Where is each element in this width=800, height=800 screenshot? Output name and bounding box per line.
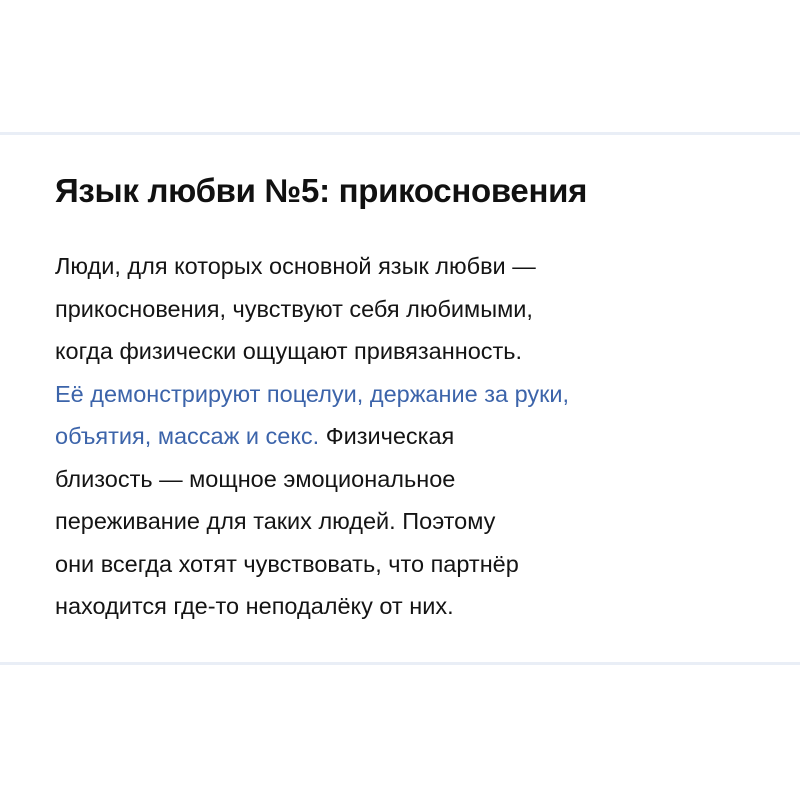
bottom-divider bbox=[0, 662, 800, 665]
body-line-6: близость — мощное эмоциональное bbox=[55, 465, 456, 492]
body-line-9: находится где-то неподалёку от них. bbox=[55, 593, 454, 619]
body-line-7: переживание для таких людей. Поэтому bbox=[55, 508, 496, 534]
body-line-5-rest: Физическая bbox=[319, 423, 455, 449]
body-paragraph bbox=[55, 245, 775, 628]
body-line-3: когда физически ощущают привязанность. bbox=[55, 338, 523, 364]
body-line-8: они всегда хотят чувствовать, что партнёр bbox=[55, 550, 519, 577]
highlighted-line-1: Её демонстрируют поцелуи, держание за руки, bbox=[55, 380, 570, 407]
body-line-5 bbox=[55, 415, 775, 458]
page-title: Язык любви №5: прикосновения bbox=[55, 172, 588, 209]
body-line-1: Люди, для которых основной язык любви — bbox=[55, 253, 536, 279]
body-line-2: прикосновения, чувствуют себя любимыми, bbox=[55, 295, 533, 322]
highlighted-text: объятия, массаж и секс. bbox=[55, 423, 320, 449]
